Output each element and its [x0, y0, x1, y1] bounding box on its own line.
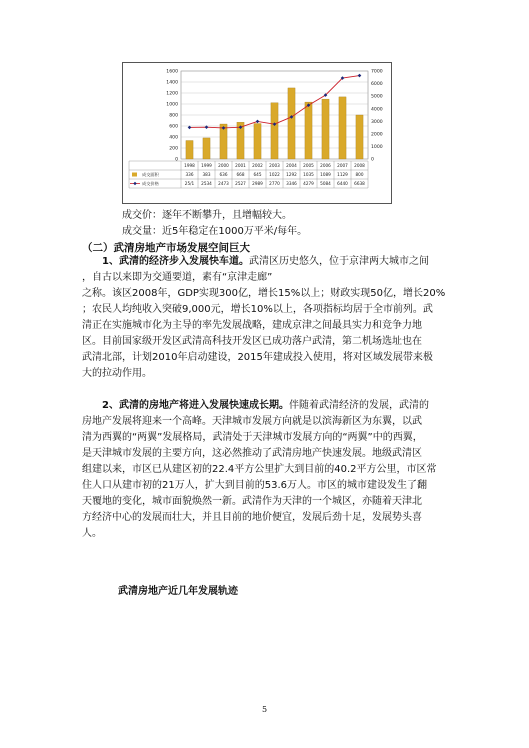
right-tick-label: 1000	[371, 145, 383, 151]
paragraph-economy-text: 之称。该区2008年，GDP实现300亿，增长15%以上；财政实现50亿，增长20%	[82, 288, 446, 299]
paragraph-economy-line	[82, 352, 454, 364]
data-label: 383	[202, 172, 211, 178]
data-label: 2989	[252, 181, 263, 187]
category-label: 2007	[337, 163, 348, 169]
left-tick-label: 1600	[166, 69, 178, 75]
left-tick-label: 1200	[166, 91, 178, 97]
section-heading: （二）武清房地产市场发展空间巨大	[82, 242, 250, 254]
bar	[203, 138, 210, 159]
legend-label: 成交面积	[142, 172, 159, 178]
paragraph-realestate-line	[82, 416, 454, 428]
data-label: 1129	[337, 172, 348, 178]
data-label: 4279	[303, 181, 314, 187]
data-label: 2534	[201, 181, 212, 187]
paragraph-realestate-text: 人。	[82, 528, 102, 539]
paragraph-realestate-line	[82, 464, 454, 476]
data-label: 336	[185, 172, 194, 178]
legend-label: 成交价格	[142, 181, 159, 187]
paragraph-realestate-text: 是天津城市发展的主要方向，这必然推动了武清房地产快速发展。地级武清区	[82, 448, 422, 459]
bar	[288, 88, 295, 159]
paragraph-realestate-line	[82, 496, 454, 508]
paragraph-realestate-text: 住人口从建市初的21万人，扩大到目前的53.6万人。市区的城市建设发生了翻	[82, 480, 427, 491]
left-tick-label: 1400	[166, 80, 178, 86]
paragraph-realestate-line	[82, 448, 454, 460]
paragraph-economy-line	[82, 256, 454, 268]
paragraph-economy-text: 武清北部，计划2010年启动建设，2015年建成投入使用，将对区域发展带来极	[82, 352, 433, 363]
data-label: 25/1	[184, 181, 195, 187]
paragraph-economy-line	[82, 336, 454, 348]
category-label: 1998	[184, 163, 195, 169]
page-number: 5	[261, 705, 268, 714]
category-label: 2003	[269, 163, 280, 169]
data-label: 2473	[218, 181, 229, 187]
left-tick-label: 600	[169, 124, 178, 130]
paragraph-realestate-line	[82, 512, 454, 524]
paragraph-economy-text: 区。目前国家级开发区武清高科技开发区已成功落户武清，第二机场选址也在	[82, 336, 422, 347]
data-label: 668	[236, 172, 245, 178]
right-tick-label: 2000	[371, 132, 383, 138]
legend-swatch-marker	[133, 182, 136, 185]
caption-price: 成交价：逐年不断攀升，且增幅较大。	[122, 210, 292, 221]
data-label: 2527	[235, 181, 246, 187]
paragraph-economy-text: 清正在实施城市化为主导的率先发展战略，建成京津之间最具实力和竞争力地	[82, 320, 422, 331]
data-label: 1089	[320, 172, 331, 178]
paragraph-economy-line	[82, 304, 454, 316]
category-label: 2004	[286, 163, 297, 169]
right-tick-label: 4000	[371, 107, 383, 113]
data-label: 6638	[354, 181, 365, 187]
right-tick-label: 3000	[371, 119, 383, 125]
section-title: 武清房地产近几年发展轨迹	[118, 586, 238, 597]
category-label: 2001	[235, 163, 246, 169]
data-label: 5084	[320, 181, 331, 187]
legend-swatch-bar	[132, 173, 137, 177]
bar	[271, 103, 278, 159]
paragraph-realestate-lead: 2、武清的房地产将进入发展快速成长期。	[102, 400, 289, 411]
category-label: 2006	[320, 163, 331, 169]
category-label: 2000	[218, 163, 229, 169]
paragraph-realestate-text: 房地产发展将迎来一个高峰。天津城市发展方向就是以滨海新区为东翼，以武	[82, 416, 422, 427]
paragraph-economy-lead: 1、武清的经济步入发展快车道。	[102, 256, 249, 267]
category-label: 2008	[354, 163, 365, 169]
left-tick-label: 800	[169, 113, 178, 119]
data-label: 636	[219, 172, 228, 178]
right-tick-label: 0	[371, 157, 374, 163]
caption-volume: 成交量：近5年稳定在1000万平米/每年。	[122, 226, 308, 237]
bar	[322, 99, 329, 159]
right-tick-label: 6000	[371, 82, 383, 88]
paragraph-economy-line	[82, 368, 454, 380]
paragraph-realestate-line	[82, 432, 454, 444]
paragraph-economy-text: 武清区历史悠久，位于京津两大城市之间	[248, 256, 429, 267]
paragraph-realestate-line	[82, 400, 454, 412]
category-label: 2005	[303, 163, 314, 169]
data-label: 1292	[286, 172, 297, 178]
data-label: 1035	[303, 172, 314, 178]
paragraph-realestate-text: 天覆地的变化，城市面貌焕然一新。武清作为天津的一个城区，亦随着天津北	[82, 496, 422, 507]
paragraph-realestate-text: 方经济中心的发展而壮大，并且目前的地价便宜，发展后劲十足，发展势头喜	[82, 512, 422, 523]
bar	[305, 102, 312, 159]
category-label: 2002	[252, 163, 263, 169]
right-tick-label: 7000	[371, 69, 383, 75]
category-label: 1999	[201, 163, 212, 169]
paragraph-economy-text: 大的拉动作用。	[82, 368, 152, 379]
paragraph-realestate-line	[82, 528, 454, 540]
data-label: 6440	[337, 181, 348, 187]
left-tick-label: 0	[175, 157, 178, 163]
bar	[356, 115, 363, 159]
data-label: 645	[253, 172, 262, 178]
data-label: 3346	[286, 181, 297, 187]
data-label: 800	[355, 172, 364, 178]
paragraph-realestate-text: 清为西翼的“两翼”发展格局，武清处于天津城市发展方向的“两翼”中的西翼，	[82, 432, 423, 443]
left-tick-label: 400	[169, 135, 178, 141]
bar	[254, 124, 261, 159]
left-tick-label: 1000	[166, 102, 178, 108]
data-label: 1022	[269, 172, 280, 178]
right-tick-label: 5000	[371, 94, 383, 100]
paragraph-economy-text: ；农民人均纯收入突破9,000元，增长10%以上，各项指标均居于全市前列。武	[82, 304, 433, 315]
bar	[339, 97, 346, 159]
paragraph-realestate-line	[82, 480, 454, 492]
paragraph-economy-line	[82, 272, 454, 284]
data-label: 2770	[269, 181, 280, 187]
left-tick-label: 200	[169, 146, 178, 152]
paragraph-realestate-text: 组建以来，市区已从建区初的22.4平方公里扩大到目前的40.2平方公里，市区常	[82, 464, 437, 475]
paragraph-economy-text: ，自古以来即为交通要道，素有“京津走廊”	[82, 272, 273, 283]
paragraph-realestate-text: 伴随着武清经济的发展，武清的	[288, 400, 429, 411]
paragraph-economy-line	[82, 288, 454, 300]
paragraph-economy-line	[82, 320, 454, 332]
bar	[186, 141, 193, 159]
sales-chart	[122, 62, 392, 204]
chart-svg	[123, 63, 391, 203]
